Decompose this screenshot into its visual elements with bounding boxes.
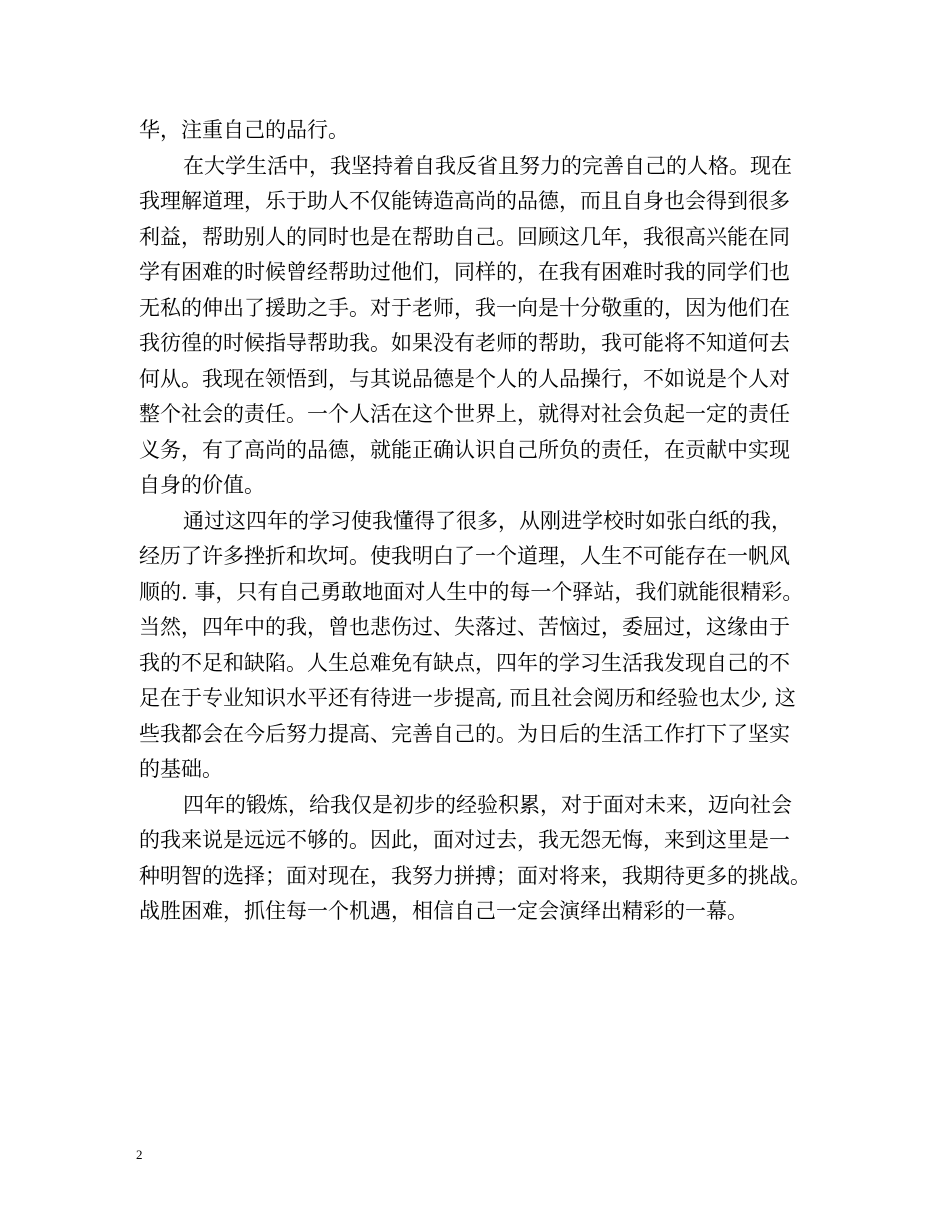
text-line: 自身的价值。	[139, 473, 265, 497]
text-line: 华，注重自己的品行。	[139, 118, 349, 142]
text-line: 通过这四年的学习使我懂得了很多，从刚进学校时如张白纸的我，	[183, 508, 792, 533]
text-line: 的我来说是远远不够的。因此，面对过去，我无怨无悔，来到这里是一	[139, 828, 790, 852]
text-line: 的基础。	[139, 757, 223, 781]
text-line: 我理解道理，乐于助人不仅能铸造高尚的品德，而且自身也会得到很多	[139, 189, 790, 213]
text-line: 我的不足和缺陷。人生总难免有缺点，四年的学习生活我发现自己的不	[139, 650, 790, 675]
text-line: 四年的锻炼，给我仅是初步的经验积累，对于面对未来，迈向社会	[183, 792, 792, 817]
text-line: 学有困难的时候曾经帮助过他们，同样的，在我有困难时我的同学们也	[139, 260, 790, 284]
page-number: 2	[136, 1147, 143, 1162]
text-line: 种明智的选择；面对现在，我努力拼搏；面对将来，我期待更多的挑战。	[139, 863, 811, 888]
text-line: 当然，四年中的我，曾也悲伤过、失落过、苦恼过，委屈过，这缘由于	[139, 615, 790, 639]
text-line: 足在于专业知识水平还有待进一步提高, 而且社会阅历和经验也太少, 这	[139, 686, 796, 710]
text-line: 何从。我现在领悟到，与其说品德是个人的人品操行，不如说是个人对	[139, 366, 790, 391]
text-line: 经历了许多挫折和坎坷。使我明白了一个道理，人生不可能存在一帆风	[139, 544, 790, 568]
text-line: 利益，帮助别人的同时也是在帮助自己。回顾这几年，我很高兴能在同	[139, 224, 790, 249]
text-line: 顺的. 事，只有自己勇敢地面对人生中的每一个驿站，我们就能很精彩。	[139, 579, 804, 604]
text-line: 无私的伸出了援助之手。对于老师，我一向是十分敬重的，因为他们在	[139, 295, 790, 320]
text-line: 在大学生活中，我坚持着自我反省且努力的完善自己的人格。现在	[183, 153, 792, 178]
text-line: 义务，有了高尚的品德，就能正确认识自己所负的责任，在贡献中实现	[139, 437, 790, 462]
text-line: 我彷徨的时候指导帮助我。如果没有老师的帮助，我可能将不知道何去	[139, 331, 790, 355]
body-text	[139, 113, 829, 930]
text-line: 整个社会的责任。一个人活在这个世界上，就得对社会负起一定的责任	[139, 402, 790, 426]
text-line: 些我都会在今后努力提高、完善自己的。为日后的生活工作打下了坚实	[139, 721, 790, 746]
text-line: 战胜困难，抓住每一个机遇，相信自己一定会演绎出精彩的一幕。	[139, 899, 748, 923]
